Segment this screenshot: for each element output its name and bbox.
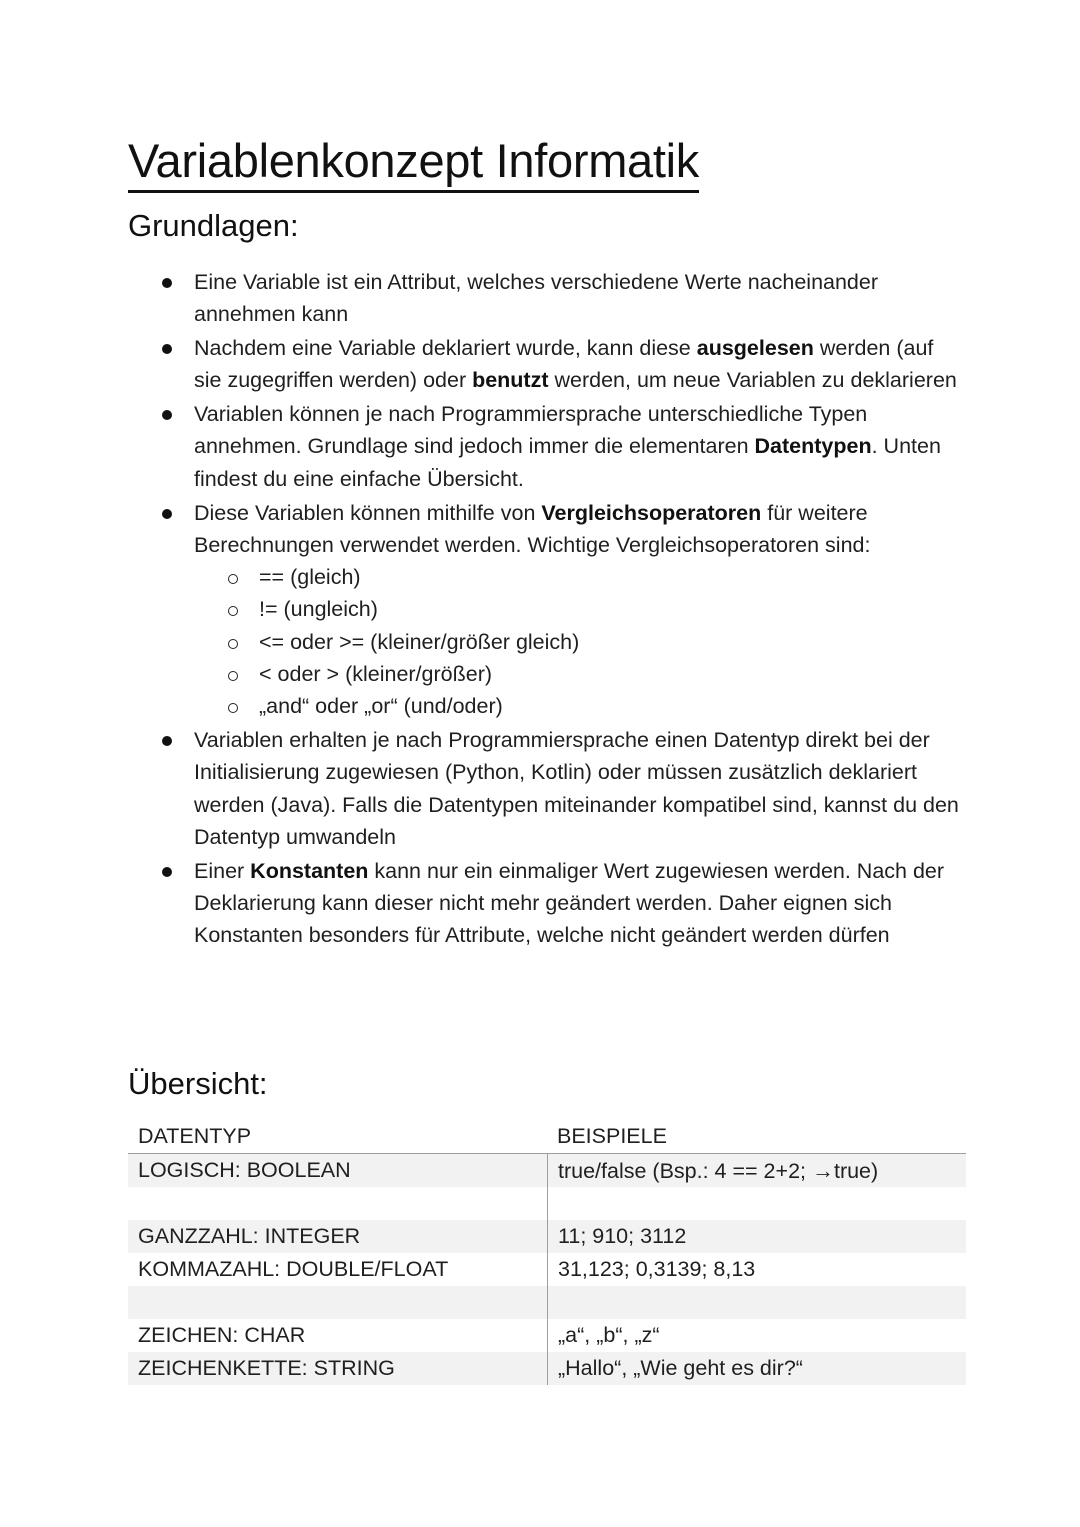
circle-bullet-icon: [228, 574, 238, 584]
bullet-text: Diese Variablen können mithilfe von: [194, 500, 542, 525]
bullet-dot-icon: [162, 278, 172, 288]
circle-bullet-icon: [228, 671, 238, 681]
bold-term-vergleichsoperatoren: Vergleichsoperatoren: [541, 500, 762, 525]
circle-bullet-icon: [228, 703, 238, 713]
bullet-variable-access: [0, 332, 1080, 397]
datatype-cell: ZEICHENKETTE: STRING: [128, 1352, 547, 1385]
datatype-table: [128, 1120, 966, 1385]
table-header-row: [128, 1120, 966, 1154]
bullet-text: werden, um neue Variablen zu deklarieren: [548, 368, 957, 393]
operator-text: != (ungleich): [259, 597, 378, 622]
bullet-text: Nachdem eine Variable deklariert wurde, kann diese: [194, 336, 697, 361]
example-cell: „Hallo“, „Wie geht es dir?“: [547, 1352, 966, 1385]
datatype-cell: KOMMAZAHL: DOUBLE/FLOAT: [138, 1257, 449, 1281]
operator-item-le-ge: [0, 626, 960, 658]
example-cell: „a“, „b“, „z“: [547, 1319, 966, 1352]
bullet-text: für weitere Berechnungen verwendet werden. Wichtige Vergleichsoperatoren sind:: [194, 500, 871, 557]
bullet-text: Variablen können je nach Programmiersprache unterschiedliche Typen annehmen. Grundlage sind jedoch immer die elementaren: [194, 402, 868, 459]
table-row: [128, 1154, 966, 1187]
bullet-dot-icon: [162, 344, 172, 354]
operator-sub-list: [0, 561, 960, 722]
arrow-right-icon: →: [811, 1158, 834, 1183]
table-row: [128, 1319, 966, 1352]
bold-term-konstanten: Konstanten: [250, 858, 369, 883]
bullet-text: kann nur ein einmaliger Wert zugewiesen werden. Nach der Deklarierung kann dieser nicht mehr geändert werden. Daher eignen sich Konstanten besonders für Attribute, welche nicht geändert werden dürfen: [194, 858, 945, 948]
bullet-text: werden (auf sie zugegriffen werden) oder: [194, 336, 934, 393]
bold-term-ausgelesen: ausgelesen: [696, 336, 814, 361]
example-cell: 11; 910; 3112: [547, 1220, 966, 1253]
example-cell: [547, 1286, 966, 1319]
operator-text: < oder > (kleiner/größer): [259, 662, 493, 687]
example-text: true): [833, 1159, 879, 1183]
bullet-dot-icon: [162, 736, 172, 746]
circle-bullet-icon: [228, 639, 238, 649]
operator-text: „and“ oder „or“ (und/oder): [259, 694, 503, 719]
bullet-variable-types: [0, 398, 1080, 495]
table-header-datatype: DATENTYP: [138, 1124, 252, 1148]
operator-text: == (gleich): [259, 565, 361, 590]
bullet-text: . Unten findest du eine einfache Übersicht.: [194, 434, 941, 491]
section-heading-overview: Übersicht:: [128, 1066, 268, 1101]
operator-item-not-equal: [0, 593, 960, 625]
operator-item-equal: [0, 561, 960, 593]
datatype-cell: [128, 1286, 547, 1319]
bullet-constants: [0, 855, 1080, 952]
page-title: Variablenkonzept Informatik: [128, 132, 699, 193]
bold-term-datentypen: Datentypen: [754, 434, 872, 459]
table-row-empty: [128, 1286, 966, 1319]
bullet-variable-definition: [0, 266, 1080, 331]
table-row: [128, 1352, 966, 1385]
bullet-type-assignment: [0, 724, 1080, 853]
bullet-dot-icon: [162, 509, 172, 519]
bold-term-benutzt: benutzt: [472, 368, 549, 393]
bullet-text: Eine Variable ist ein Attribut, welches verschiedene Werte nacheinander annehmen kann: [194, 270, 879, 327]
bullet-text: Einer: [194, 858, 251, 883]
operator-text: <= oder >= (kleiner/größer gleich): [259, 629, 580, 654]
bullet-dot-icon: [162, 410, 172, 420]
basics-bullet-list: [0, 266, 1080, 953]
datatype-cell: ZEICHEN: CHAR: [138, 1323, 306, 1347]
example-cell: [547, 1187, 966, 1220]
bullet-text: Variablen erhalten je nach Programmiersprache einen Datentyp direkt bei der Initialisierung zugewiesen (Python, Kotlin) oder müssen zusätzlich deklariert werden (Java). Falls die Datentypen miteinander kompatibel sind, kannst du den Datentyp umwandeln: [194, 728, 959, 850]
table-header-examples: BEISPIELE: [557, 1124, 667, 1148]
datatype-cell: LOGISCH: BOOLEAN: [128, 1154, 547, 1187]
operator-item-lt-gt: [0, 658, 960, 690]
example-text: true/false (Bsp.: 4 == 2+2;: [558, 1159, 812, 1183]
datatype-cell: GANZZAHL: INTEGER: [128, 1220, 547, 1253]
table-row: [128, 1220, 966, 1253]
operator-item-and-or: [0, 690, 960, 722]
datatype-cell: [128, 1187, 547, 1220]
section-heading-basics: Grundlagen:: [128, 208, 299, 243]
table-row: [128, 1253, 966, 1286]
bullet-dot-icon: [162, 867, 172, 877]
example-cell: [547, 1154, 966, 1187]
example-cell: 31,123; 0,3139; 8,13: [547, 1253, 966, 1286]
circle-bullet-icon: [228, 606, 238, 616]
table-row-empty: [128, 1187, 966, 1220]
bullet-comparison-operators: [0, 497, 1080, 723]
